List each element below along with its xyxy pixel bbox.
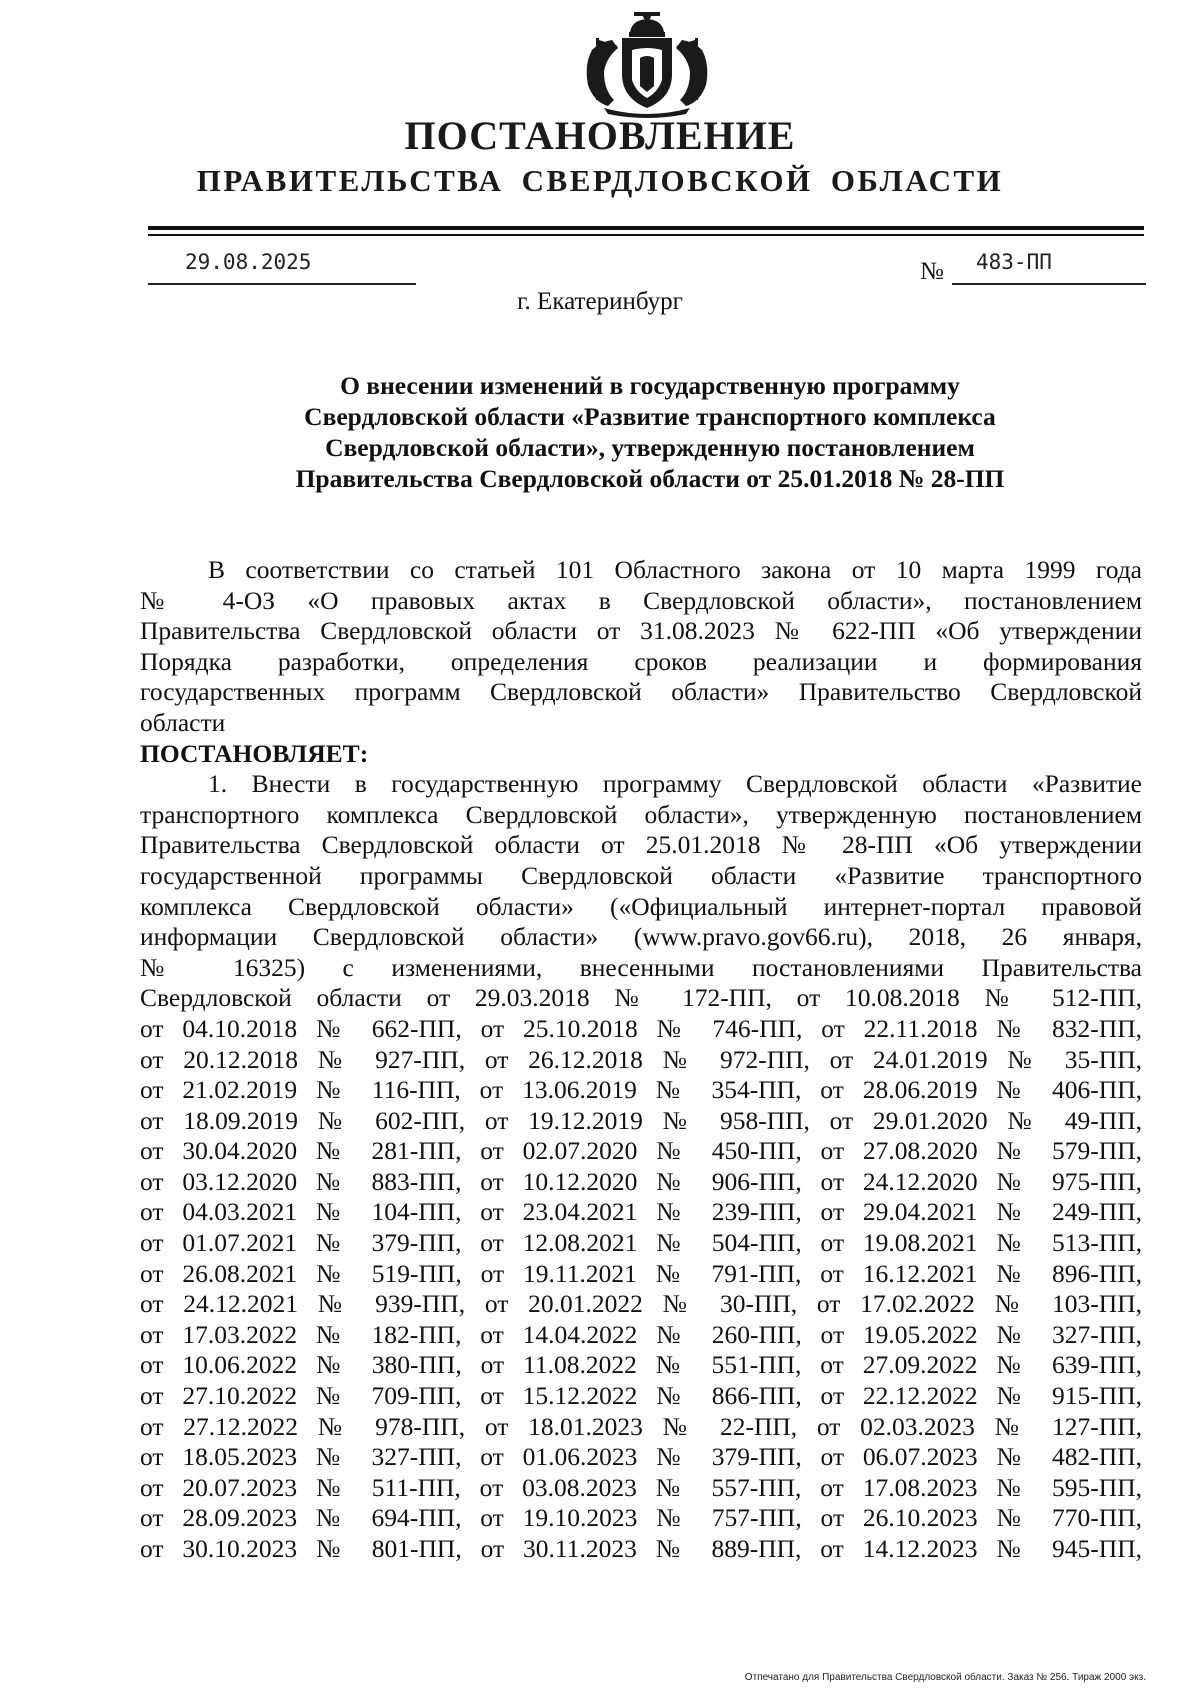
body-line: Свердловской области от 29.03.2018 № 172-ПП, от 10.08.2018 № 512-ПП, bbox=[140, 983, 1142, 1013]
body-line: № 4-ОЗ «О правовых актах в Свердловской области», постановлением bbox=[140, 585, 1142, 615]
number-underline bbox=[952, 283, 1146, 285]
body-line: от 01.07.2021 № 379-ПП, от 12.08.2021 № 504-ПП, от 19.08.2021 № 513-ПП, bbox=[140, 1228, 1142, 1258]
document-heading bbox=[170, 370, 1130, 494]
body-line: от 04.03.2021 № 104-ПП, от 23.04.2021 № 239-ПП, от 29.04.2021 № 249-ПП, bbox=[140, 1197, 1142, 1227]
document-date: 29.08.2025 bbox=[185, 250, 312, 274]
body-line: комплекса Свердловской области» («Официальный интернет-портал правовой bbox=[140, 891, 1142, 921]
body-line: Правительства Свердловской области от 31.08.2023 № 622-ПП «Об утверждении bbox=[140, 616, 1142, 646]
body-line: от 17.03.2022 № 182-ПП, от 14.04.2022 № 260-ПП, от 19.05.2022 № 327-ПП, bbox=[140, 1319, 1142, 1349]
body-line: государственной программы Свердловской области «Развитие транспортного bbox=[140, 860, 1142, 890]
body-line: транспортного комплекса Свердловской области», утвержденную постановлением bbox=[140, 799, 1142, 829]
number-sign: № bbox=[920, 258, 944, 285]
body-line: от 10.06.2022 № 380-ПП, от 11.08.2022 № 551-ПП, от 27.09.2022 № 639-ПП, bbox=[140, 1350, 1142, 1380]
heading-line: Свердловской области», утвержденную постановлением bbox=[325, 433, 975, 462]
body-line: от 20.07.2023 № 511-ПП, от 03.08.2023 № 557-ПП, от 17.08.2023 № 595-ПП, bbox=[140, 1472, 1142, 1502]
header-rule-thick bbox=[148, 226, 1144, 230]
body-line: от 18.09.2019 № 602-ПП, от 19.12.2019 № 958-ПП, от 29.01.2020 № 49-ПП, bbox=[140, 1105, 1142, 1135]
print-footer: Отпечатано для Правительства Свердловской области. Заказ № 256. Тираж 2000 экз. bbox=[744, 1672, 1146, 1683]
heading-line: Правительства Свердловской области от 25.01.2018 № 28-ПП bbox=[295, 464, 1005, 493]
document-subtitle: ПРАВИТЕЛЬСТВА СВЕРДЛОВСКОЙ ОБЛАСТИ bbox=[196, 163, 1004, 198]
coat-of-arms-icon bbox=[574, 10, 720, 118]
body-line: от 30.10.2023 № 801-ПП, от 30.11.2023 № 889-ПП, от 14.12.2023 № 945-ПП, bbox=[140, 1534, 1142, 1563]
body-line: области bbox=[140, 707, 226, 737]
document-body bbox=[140, 555, 1142, 1565]
body-line: государственных программ Свердловской области» Правительство Свердловской bbox=[140, 677, 1142, 707]
body-line: от 18.05.2023 № 327-ПП, от 01.06.2023 № 379-ПП, от 06.07.2023 № 482-ПП, bbox=[140, 1442, 1142, 1472]
body-line: от 21.02.2019 № 116-ПП, от 13.06.2019 № 354-ПП, от 28.06.2019 № 406-ПП, bbox=[140, 1075, 1142, 1105]
decree-keyword: ПОСТАНОВЛЯЕТ: bbox=[140, 738, 369, 768]
body-line: от 04.10.2018 № 662-ПП, от 25.10.2018 № 746-ПП, от 22.11.2018 № 832-ПП, bbox=[140, 1013, 1142, 1043]
body-line: от 24.12.2021 № 939-ПП, от 20.01.2022 № 30-ПП, от 17.02.2022 № 103-ПП, bbox=[140, 1289, 1142, 1319]
body-line: от 20.12.2018 № 927-ПП, от 26.12.2018 № 972-ПП, от 24.01.2019 № 35-ПП, bbox=[140, 1044, 1142, 1074]
document-city: г. Екатеринбург bbox=[517, 288, 683, 315]
date-underline bbox=[148, 283, 416, 285]
heading-line: О внесении изменений в государственную программу bbox=[340, 371, 960, 400]
body-line: от 27.12.2022 № 978-ПП, от 18.01.2023 № 22-ПП, от 02.03.2023 № 127-ПП, bbox=[140, 1411, 1142, 1441]
body-line: информации Свердловской области» (www.pravo.gov66.ru), 2018, 26 января, bbox=[140, 922, 1142, 952]
heading-line: Свердловской области «Развитие транспортного комплекса bbox=[304, 402, 996, 431]
body-line: от 30.04.2020 № 281-ПП, от 02.07.2020 № 450-ПП, от 27.08.2020 № 579-ПП, bbox=[140, 1136, 1142, 1166]
document-title: ПОСТАНОВЛЕНИЕ bbox=[404, 113, 796, 158]
header-rule-thin bbox=[148, 234, 1144, 236]
body-line: Правительства Свердловской области от 25.01.2018 № 28-ПП «Об утверждении bbox=[140, 830, 1142, 860]
body-line: № 16325) с изменениями, внесенными постановлениями Правительства bbox=[140, 952, 1142, 982]
body-line: от 03.12.2020 № 883-ПП, от 10.12.2020 № 906-ПП, от 24.12.2020 № 975-ПП, bbox=[140, 1166, 1142, 1196]
body-line: В соответствии со статьей 101 Областного закона от 10 марта 1999 года bbox=[208, 555, 1142, 584]
body-line: от 26.08.2021 № 519-ПП, от 19.11.2021 № 791-ПП, от 16.12.2021 № 896-ПП, bbox=[140, 1258, 1142, 1288]
body-line: от 27.10.2022 № 709-ПП, от 15.12.2022 № 866-ПП, от 22.12.2022 № 915-ПП, bbox=[140, 1381, 1142, 1411]
document-number: 483-ПП bbox=[976, 250, 1052, 274]
body-line: Порядка разработки, определения сроков реализации и формирования bbox=[140, 646, 1142, 676]
body-line: 1. Внести в государственную программу Свердловской области «Развитие bbox=[208, 769, 1142, 799]
body-line: от 28.09.2023 № 694-ПП, от 19.10.2023 № 757-ПП, от 26.10.2023 № 770-ПП, bbox=[140, 1503, 1142, 1533]
